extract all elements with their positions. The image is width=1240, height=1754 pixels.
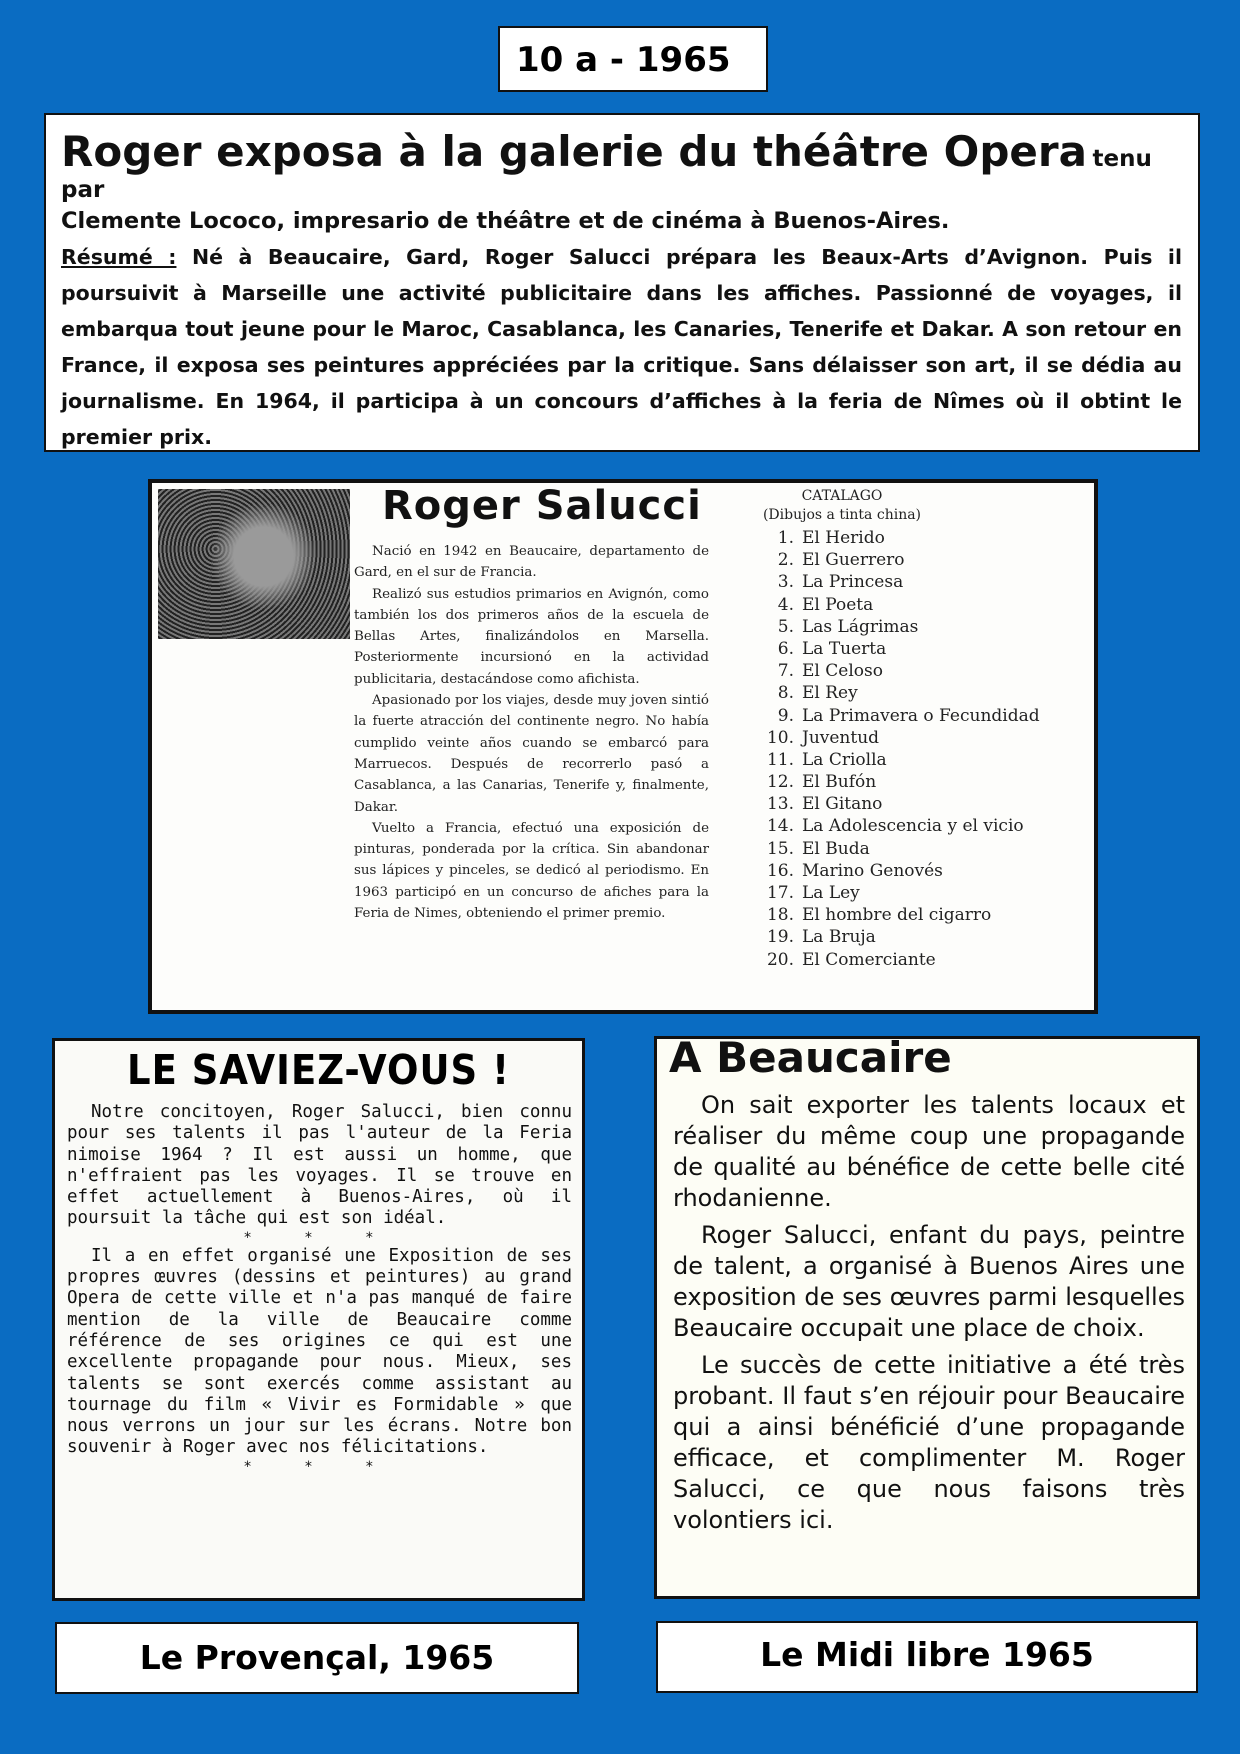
catalog-item bbox=[752, 904, 1040, 926]
catalog-item-title: La Ley bbox=[802, 883, 860, 903]
summary-headline bbox=[61, 127, 1182, 203]
midi-paragraph: Roger Salucci, enfant du pays, peintre de talent, a organisé à Buenos Aires une exposition de ses œuvres parmi lesquelles Beaucaire occupait une place de choix. bbox=[673, 1221, 1185, 1342]
newspaper-clipping-provencal bbox=[52, 1038, 585, 1601]
headline: Roger exposa à la galerie du théâtre Opera bbox=[61, 127, 1087, 176]
caption-midi-libre: Le Midi libre 1965 bbox=[656, 1621, 1198, 1693]
catalog-item-number: 2. bbox=[777, 550, 794, 571]
catalog-item bbox=[752, 638, 1040, 660]
catalog-item-number: 14. bbox=[766, 816, 794, 837]
catalog-item-title: La Adolescencia y el vicio bbox=[802, 816, 1024, 837]
subheadline: Clemente Lococo, impresario de théâtre et de cinéma à Buenos-Aires. bbox=[61, 208, 950, 234]
resume-text: Né à Beaucaire, Gard, Roger Salucci prépara les Beaux-Arts d’Avignon. Puis il poursuivit à Marseille une activité publicitaire dans les affiches. Passionné de voyages, il embarqua tout jeune pour le Maroc, Casablanca, les Canaries, Tenerife et Dakar. A son retour en France, il exposa ses peintures appréciées par la critique. Sans délaisser son art, il se dédia au journalisme. En 1964, il participa à un concours d’affiches à la feria de Nîmes où il obtint le premier prix. bbox=[61, 245, 1182, 449]
headline-tail: tenu par bbox=[61, 146, 1152, 203]
catalog-item-title: El Rey bbox=[802, 683, 858, 704]
catalog-item bbox=[752, 838, 1040, 860]
catalog-item-title: El Poeta bbox=[802, 594, 874, 615]
catalog-item-number: 15. bbox=[766, 838, 794, 859]
provencal-paragraph: Notre concitoyen, Roger Salucci, bien connu pour ses talents il pas l'auteur de la Feria nimoise 1964 ? Il est aussi un homme, que n'effraient pas les voyages. Il se trouve en effet actuellement à Buenos-Aires, où il poursuit la tâche qui est son idéal. bbox=[67, 1102, 572, 1229]
provencal-title: LE SAVIEZ-VOUS ! bbox=[127, 1046, 510, 1095]
catalog-item-title: La Criolla bbox=[802, 749, 887, 770]
catalog-item-title: Juventud bbox=[802, 727, 880, 748]
catalog-item bbox=[752, 926, 1040, 948]
bio-paragraph: Realizó sus estudios primarios en Avignón, como también los dos primeros años de la escuela de Bellas Artes, finalizándolos en Marsella. Posteriormente incursionó en la actividad publicitaria, destacándose como afichista. bbox=[354, 586, 709, 687]
catalog-item-number: 11. bbox=[766, 749, 794, 770]
catalog-item bbox=[752, 527, 1040, 549]
catalog-item-number: 3. bbox=[777, 572, 794, 593]
bio-paragraph: Nació en 1942 en Beaucaire, departamento de Gard, en el sur de Francia. bbox=[354, 544, 709, 581]
catalog-item-title: El Guerrero bbox=[802, 550, 905, 571]
catalog-item bbox=[752, 571, 1040, 593]
catalog-item bbox=[752, 616, 1040, 638]
catalog-item-title: La Primavera o Fecundidad bbox=[802, 705, 1040, 726]
catalog-item-title: Las Lágrimas bbox=[802, 616, 919, 637]
catalog-item bbox=[752, 727, 1040, 749]
catalog-item-number: 18. bbox=[766, 905, 794, 926]
catalog-item-title: Marino Genovés bbox=[802, 860, 943, 881]
catalog-item bbox=[752, 682, 1040, 704]
provencal-body bbox=[67, 1102, 572, 1475]
catalog-item-number: 8. bbox=[777, 683, 794, 704]
catalog-item-number: 1. bbox=[777, 528, 794, 548]
caption-provencal: Le Provençal, 1965 bbox=[55, 1622, 579, 1694]
catalog-item bbox=[752, 705, 1040, 727]
catalog-item-title: La Tuerta bbox=[802, 638, 887, 659]
catalog-item-title: El Celoso bbox=[802, 661, 883, 682]
catalog-item bbox=[752, 882, 1040, 904]
catalog-item-title: El Gitano bbox=[802, 794, 883, 815]
midi-paragraph: On sait exporter les talents locaux et réaliser du même coup une propagande de qualité au bénéfice de cette belle cité rhodanienne. bbox=[673, 1091, 1185, 1212]
catalog-item-number: 20. bbox=[766, 949, 794, 970]
catalog-item-number: 10. bbox=[766, 727, 794, 748]
summary-box bbox=[44, 113, 1200, 452]
catalog-item bbox=[752, 771, 1040, 793]
page-label: 10 a - 1965 bbox=[498, 26, 768, 92]
catalog-item-number: 12. bbox=[766, 772, 794, 793]
catalog-item bbox=[752, 594, 1040, 616]
catalog-title: CATALAGO bbox=[801, 488, 883, 504]
midi-paragraph: Le succès de cette initiative a été très probant. Il faut s’en réjouir pour Beaucaire qui a ainsi bénéficié d’une propagande efficace, et complimenter M. Roger Salucci, ce que nous faisons très volontiers ici. bbox=[673, 1351, 1185, 1534]
catalog-item bbox=[752, 815, 1040, 837]
catalog-item-title: El Herido bbox=[802, 528, 885, 548]
newspaper-clipping-midi-libre bbox=[654, 1036, 1200, 1599]
clipping-title: Roger Salucci bbox=[382, 483, 702, 529]
midi-body bbox=[673, 1090, 1185, 1542]
catalog-item-title: El hombre del cigarro bbox=[802, 905, 992, 926]
catalog-item-title: La Bruja bbox=[802, 927, 876, 948]
stars-divider: * * * bbox=[243, 1229, 396, 1246]
catalog-item-title: El Buda bbox=[802, 838, 870, 859]
catalog-item-number: 17. bbox=[766, 883, 794, 903]
catalog-item-title: El Comerciante bbox=[802, 949, 936, 970]
catalog-item bbox=[752, 660, 1040, 682]
catalog-item-number: 5. bbox=[777, 616, 794, 637]
bio-paragraph: Vuelto a Francia, efectuó una exposición de pinturas, ponderada por la crítica. Sin abandonar sus lápices y pinceles, se dedicó al periodismo. En 1963 participó en un concurso de afiches para la Feria de Nimes, obteniendo el primer premio. bbox=[354, 820, 709, 922]
catalog-header bbox=[732, 487, 952, 525]
catalog-item-title: La Princesa bbox=[802, 572, 904, 593]
midi-title: A Beaucaire bbox=[669, 1036, 952, 1082]
catalog-item-number: 9. bbox=[777, 705, 794, 726]
catalog-item bbox=[752, 949, 1040, 971]
catalog-item bbox=[752, 549, 1040, 571]
catalog-item-number: 16. bbox=[766, 860, 794, 881]
newspaper-clipping-catalog bbox=[148, 479, 1098, 1014]
stars-divider: * * * bbox=[243, 1458, 396, 1475]
catalog-item bbox=[752, 860, 1040, 882]
catalog-item-number: 13. bbox=[766, 794, 794, 815]
catalog-subtitle: (Dibujos a tinta china) bbox=[762, 507, 922, 523]
catalog-item-number: 4. bbox=[777, 594, 794, 615]
provencal-paragraph: Il a en effet organisé une Exposition de ses propres œuvres (dessins et peintures) au grand Opera de cette ville et n'a pas manqué de faire mention de la ville de Beaucaire comme référence de ses origines ce qui est une excellente propagande pour nous. Mieux, ses talents se sont exercés comme assistant au tournage du film « Vivir es Formidable » que nous verrons un jour sur les écrans. Notre bon souvenir à Roger avec nos félicitations. bbox=[67, 1245, 572, 1458]
catalog-item bbox=[752, 793, 1040, 815]
catalog-item-number: 7. bbox=[777, 661, 794, 682]
catalog-item-number: 19. bbox=[766, 927, 794, 948]
bio-paragraph: Apasionado por los viajes, desde muy joven sintió la fuerte atracción del continente negro. No había cumplido veinte años cuando se embarcó para Marruecos. Después de recorrerlo pasó a Casablanca, a las Canarias, Tenerife y, finalmente, Dakar. bbox=[354, 693, 709, 815]
catalog-list bbox=[752, 527, 1040, 971]
clipping-bio bbox=[354, 541, 709, 924]
catalog-item-number: 6. bbox=[777, 638, 794, 659]
catalog-item-title: El Bufón bbox=[802, 772, 877, 793]
catalog-item bbox=[752, 749, 1040, 771]
resume-label: Résumé : bbox=[61, 245, 177, 269]
portrait-photo bbox=[158, 489, 350, 639]
resume-paragraph bbox=[61, 239, 1182, 455]
